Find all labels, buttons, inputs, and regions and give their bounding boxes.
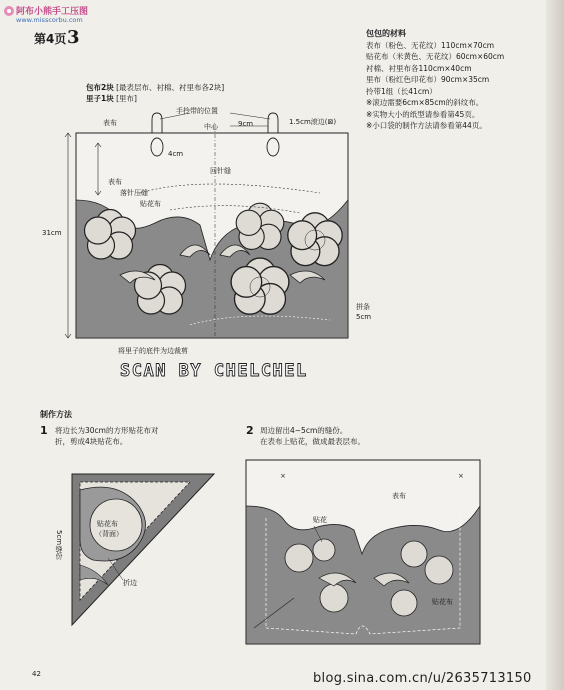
- cut-line2-a: 里子1块: [86, 94, 114, 103]
- step2-outer-label: 表布: [392, 492, 406, 500]
- step1-line2: 折，剪成4块贴花布。: [55, 437, 128, 446]
- bottom-note-label: 将里子的底件为边裁剪: [118, 347, 188, 355]
- dim-4cm-label: 4cm: [168, 150, 184, 158]
- step2-applique-fabric-label: 贴花布: [432, 598, 453, 606]
- seam-size-label: 5cm: [356, 313, 372, 321]
- step2-line1: 周边留出4~5cm的缝份。: [260, 426, 348, 435]
- method-heading: 制作方法: [40, 410, 72, 419]
- page-number-title: 3: [67, 27, 80, 48]
- backstitch-label: 回针缝: [210, 167, 231, 175]
- step1-applique-label: 贴花布: [97, 520, 118, 528]
- handle-position-label: 手拎带的位置: [176, 107, 218, 115]
- material-item: ※滚边需要6cm×85cm的斜纹布。: [366, 98, 484, 107]
- material-item: ※实物大小的纸型请参看第45页。: [366, 109, 480, 119]
- bag-pattern-diagram: [60, 105, 380, 355]
- material-item: 拎带1组（长41cm）: [366, 86, 437, 96]
- site-logo: [3, 3, 123, 27]
- blog-url: blog.sina.com.cn/u/2635713150: [313, 671, 532, 686]
- svg-text:×: ×: [280, 472, 286, 480]
- seam-label: 拼条: [356, 303, 370, 311]
- scan-watermark: SCAN BY CHELCHEL: [120, 361, 308, 381]
- material-item: 表布（粉色、无花纹）110cm×70cm: [366, 40, 495, 50]
- step1-text: [55, 425, 158, 447]
- cut-line1-b: [最表层布、衬棉、衬里布各2块]: [116, 83, 225, 92]
- logo-text: 阿布小熊手工压图: [16, 7, 89, 17]
- applique-fabric-label: 贴花布: [140, 200, 161, 208]
- stitch-press-label: 落针压缝: [120, 189, 148, 197]
- height-label: 31cm: [42, 229, 62, 237]
- binding-label: 1.5cm滚边(⊠): [289, 118, 337, 126]
- step1-number: 1: [40, 424, 48, 437]
- page-footer-number: 42: [32, 670, 41, 678]
- cut-line2-b: [里布]: [116, 94, 137, 103]
- step2-text: [260, 425, 365, 447]
- fold-label: 折边: [123, 579, 137, 587]
- material-item: 衬棉、衬里布各110cm×40cm: [366, 63, 472, 73]
- applique-outer-diagram: [244, 458, 484, 648]
- step1-line1: 将边长为30cm的方形贴花布对: [55, 426, 159, 435]
- outer-fabric-vertical-label: 表布: [108, 178, 122, 186]
- page-title: 第4页: [34, 32, 67, 46]
- seam-allowance-label: 5cm缝份: [55, 530, 63, 560]
- step2-line2: 在表布上贴花，做成最表层布。: [260, 437, 365, 446]
- step1-back-label: （背面）: [95, 530, 123, 538]
- materials-list: [366, 28, 504, 132]
- cut-line1-a: 包布2块: [86, 83, 114, 92]
- material-item: 里布（粉红色印花布）90cm×35cm: [366, 75, 490, 84]
- center-gap-label: 9cm: [238, 120, 254, 128]
- step2-number: 2: [246, 424, 254, 437]
- material-item: 贴花布（米黄色、无花纹）60cm×60cm: [366, 52, 505, 61]
- step2-applique-label: 贴花: [313, 516, 327, 524]
- page-spine: [546, 0, 564, 690]
- logo-url: www.misscorbu.com: [16, 16, 83, 24]
- outer-fabric-label: 表布: [103, 119, 117, 127]
- cut-list: [86, 82, 224, 104]
- center-label: 中心: [204, 123, 218, 131]
- materials-heading: 包包的材料: [366, 29, 406, 38]
- svg-text:×: ×: [458, 472, 464, 480]
- folded-triangle-diagram: [68, 470, 218, 635]
- material-item: ※小口袋的制作方法请参看第44页。: [366, 121, 487, 130]
- flower-icon: [3, 5, 15, 17]
